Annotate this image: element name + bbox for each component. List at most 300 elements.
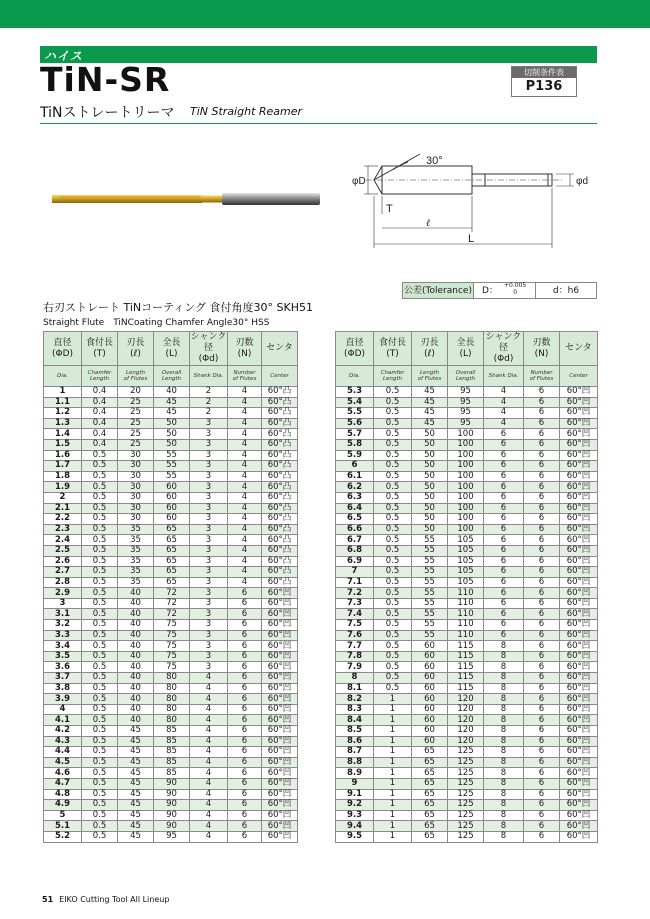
table-cell: 2.4 (44, 535, 82, 546)
table-row (44, 524, 298, 535)
description-en: Straight Flute TiNCoating Chamfer Angle30° HSS (43, 318, 270, 328)
table-cell: 55 (154, 450, 190, 461)
table-cell: 1 (374, 757, 412, 768)
table-cell: 6 (228, 662, 262, 673)
table-cell: 6 (484, 482, 524, 493)
table-row (44, 831, 298, 842)
table-cell: 6 (484, 598, 524, 609)
shank-label: φd (576, 176, 589, 187)
table-cell: 6 (228, 598, 262, 609)
table-cell: 6 (484, 609, 524, 620)
column-header: シャンク径 (Φd) (190, 332, 227, 364)
table-cell: 6.7 (336, 535, 374, 546)
table-cell: 60°凹 (560, 492, 598, 503)
table-cell: 4.7 (44, 778, 82, 789)
table-cell: 7 (336, 567, 374, 578)
table-cell: 6 (524, 683, 560, 694)
table-cell: 3 (190, 577, 228, 588)
table-row (44, 736, 298, 747)
table-cell: 60°凹 (560, 418, 598, 429)
reamer-shank (222, 193, 320, 205)
table-cell: 5.9 (336, 450, 374, 461)
table-row (44, 778, 298, 789)
table-cell: 6 (228, 800, 262, 811)
table-row (44, 471, 298, 482)
table-cell: 60°凹 (560, 694, 598, 705)
table-cell: 6 (524, 662, 560, 673)
table-cell: 4.5 (44, 757, 82, 768)
table-cell: 75 (154, 651, 190, 662)
table-row (336, 556, 598, 567)
table-row (336, 651, 598, 662)
overall-label: L (468, 233, 475, 245)
table-cell: 8 (484, 694, 524, 705)
table-cell: 125 (448, 768, 484, 779)
table-cell: 0.5 (82, 662, 118, 673)
table-cell: 60°凹 (262, 704, 298, 715)
table-cell: 0.5 (374, 524, 412, 535)
table-cell: 8 (484, 704, 524, 715)
table-cell: 6 (524, 408, 560, 419)
table-cell: 60°凹 (560, 450, 598, 461)
description-jp: 右刃ストレート TiNコーティング 食付角度30° SKH51 (43, 301, 314, 314)
table-cell: 1 (374, 789, 412, 800)
table-cell: 6 (228, 609, 262, 620)
table-row (336, 726, 598, 737)
table-cell: 0.5 (374, 418, 412, 429)
table-cell: 3 (190, 439, 228, 450)
table-cell: 0.5 (374, 545, 412, 556)
table-row (44, 439, 298, 450)
table-cell: 6.2 (336, 482, 374, 493)
table-cell: 3.5 (44, 651, 82, 662)
table-cell: 55 (412, 567, 448, 578)
table-cell: 0.5 (374, 683, 412, 694)
table-cell: 4 (228, 387, 262, 398)
table-cell: 3 (190, 524, 228, 535)
tolerance-d-big-values (504, 282, 526, 296)
table-cell: 0.5 (82, 609, 118, 620)
table-cell: 0.5 (374, 641, 412, 652)
table-row (44, 630, 298, 641)
table-cell: 0.4 (82, 387, 118, 398)
table-cell: 0.5 (82, 810, 118, 821)
column-header-en: Length of Flutes (412, 366, 448, 387)
table-cell: 0.5 (82, 715, 118, 726)
table-row (44, 450, 298, 461)
table-cell: 125 (448, 789, 484, 800)
table-cell: 0.5 (374, 598, 412, 609)
table-cell: 60 (412, 726, 448, 737)
table-row (336, 673, 598, 684)
table-row (336, 514, 598, 525)
table-cell: 0.5 (82, 831, 118, 842)
table-row (336, 736, 598, 747)
table-cell: 40 (118, 588, 154, 599)
table-cell: 60°凹 (560, 471, 598, 482)
table-cell: 7.8 (336, 651, 374, 662)
table-cell: 60°凹 (262, 789, 298, 800)
table-cell: 8 (484, 726, 524, 737)
table-cell: 1.9 (44, 482, 82, 493)
table-cell: 50 (412, 514, 448, 525)
table-cell: 9 (336, 778, 374, 789)
table-cell: 60 (412, 673, 448, 684)
table-cell: 110 (448, 630, 484, 641)
table-cell: 0.5 (374, 450, 412, 461)
table-cell: 45 (118, 768, 154, 779)
table-cell: 45 (118, 778, 154, 789)
table-cell: 100 (448, 524, 484, 535)
table-cell: 6 (524, 503, 560, 514)
table-row (44, 482, 298, 493)
table-cell: 60°凸 (262, 503, 298, 514)
table-cell: 125 (448, 831, 484, 842)
column-header-en: Dia. (336, 366, 374, 387)
table-row (44, 461, 298, 472)
table-cell: 6 (228, 768, 262, 779)
table-cell: 8 (484, 757, 524, 768)
table-cell: 40 (154, 387, 190, 398)
table-cell: 110 (448, 620, 484, 631)
table-cell: 0.5 (82, 789, 118, 800)
table-cell: 40 (118, 715, 154, 726)
table-cell: 2.5 (44, 545, 82, 556)
table-cell: 60°凹 (262, 736, 298, 747)
table-cell: 3.2 (44, 620, 82, 631)
table-row (44, 800, 298, 811)
column-header-en: Dia. (44, 366, 82, 387)
column-header: センタ (262, 332, 298, 366)
table-cell: 8.5 (336, 726, 374, 737)
table-cell: 0.5 (82, 556, 118, 567)
table-row (44, 704, 298, 715)
table-cell: 65 (154, 567, 190, 578)
table-cell: 6 (484, 545, 524, 556)
table-cell: 5.6 (336, 418, 374, 429)
table-cell: 3.9 (44, 694, 82, 705)
table-cell: 100 (448, 439, 484, 450)
table-cell: 0.5 (374, 503, 412, 514)
table-row (336, 800, 598, 811)
table-cell: 6 (484, 535, 524, 546)
table-cell: 3 (190, 418, 228, 429)
table-cell: 0.5 (82, 768, 118, 779)
table-cell: 50 (412, 450, 448, 461)
table-cell: 45 (118, 726, 154, 737)
chamfer-label: T (386, 203, 393, 215)
table-row (336, 683, 598, 694)
table-cell: 0.5 (374, 461, 412, 472)
table-cell: 60°凹 (560, 726, 598, 737)
table-row (336, 630, 598, 641)
table-cell: 60°凹 (560, 747, 598, 758)
table-cell: 75 (154, 662, 190, 673)
table-cell: 0.5 (82, 778, 118, 789)
table-cell: 75 (154, 641, 190, 652)
table-cell: 40 (118, 694, 154, 705)
table-row (44, 408, 298, 419)
table-cell: 8 (484, 810, 524, 821)
table-cell: 72 (154, 588, 190, 599)
table-cell: 2 (44, 492, 82, 503)
table-cell: 60°凹 (262, 821, 298, 832)
table-cell: 4 (190, 694, 228, 705)
table-cell: 60°凹 (560, 810, 598, 821)
table-cell: 6 (524, 588, 560, 599)
table-cell: 60°凹 (560, 387, 598, 398)
table-cell: 8 (484, 641, 524, 652)
column-header: 刃数 (N) (228, 332, 262, 366)
table-cell: 3 (190, 461, 228, 472)
table-cell: 7.4 (336, 609, 374, 620)
table-cell: 6 (524, 789, 560, 800)
table-cell: 40 (118, 662, 154, 673)
table-cell: 0.4 (82, 397, 118, 408)
table-cell: 50 (154, 439, 190, 450)
table-cell: 4 (190, 715, 228, 726)
table-cell: 6 (484, 450, 524, 461)
table-cell: 5.8 (336, 439, 374, 450)
table-cell: 60°凹 (262, 726, 298, 737)
table-cell: 60°凸 (262, 492, 298, 503)
table-cell: 60°凹 (262, 757, 298, 768)
table-row (336, 747, 598, 758)
table-cell: 4 (44, 704, 82, 715)
table-cell: 3 (190, 620, 228, 631)
table-cell: 125 (448, 810, 484, 821)
table-cell: 8.4 (336, 715, 374, 726)
table-row (336, 768, 598, 779)
table-cell: 7.3 (336, 598, 374, 609)
table-cell: 30 (118, 471, 154, 482)
table-row (44, 651, 298, 662)
table-cell: 40 (118, 641, 154, 652)
table-cell: 60 (412, 704, 448, 715)
table-cell: 4 (228, 524, 262, 535)
table-cell: 6 (228, 588, 262, 599)
table-row (44, 683, 298, 694)
table-cell: 60°凹 (560, 598, 598, 609)
table-cell: 0.5 (82, 567, 118, 578)
table-cell: 1 (374, 736, 412, 747)
table-cell: 60°凹 (262, 620, 298, 631)
table-cell: 60°凹 (560, 673, 598, 684)
table-cell: 6 (228, 789, 262, 800)
table-cell: 6 (484, 556, 524, 567)
table-cell: 50 (154, 418, 190, 429)
table-cell: 3 (190, 651, 228, 662)
table-row (44, 535, 298, 546)
table-cell: 0.5 (82, 535, 118, 546)
table-cell: 65 (412, 800, 448, 811)
table-cell: 60°凹 (560, 514, 598, 525)
table-cell: 6 (524, 524, 560, 535)
table-row (336, 387, 598, 398)
table-cell: 8.7 (336, 747, 374, 758)
table-row (336, 524, 598, 535)
table-row (336, 831, 598, 842)
table-cell: 6 (524, 567, 560, 578)
table-cell: 40 (118, 673, 154, 684)
table-cell: 6 (228, 726, 262, 737)
table-cell: 4 (228, 439, 262, 450)
table-row (336, 810, 598, 821)
table-cell: 0.5 (374, 492, 412, 503)
table-cell: 4 (190, 736, 228, 747)
table-cell: 60 (412, 641, 448, 652)
table-cell: 6 (524, 715, 560, 726)
table-cell: 4 (190, 673, 228, 684)
table-cell: 0.5 (374, 630, 412, 641)
table-cell: 35 (118, 524, 154, 535)
table-cell: 6.3 (336, 492, 374, 503)
table-cell: 75 (154, 620, 190, 631)
table-cell: 0.5 (374, 673, 412, 684)
table-cell: 4 (484, 397, 524, 408)
table-cell: 125 (448, 821, 484, 832)
table-row (44, 545, 298, 556)
table-cell: 65 (412, 789, 448, 800)
column-header: 直径 (ΦD) (336, 332, 374, 366)
table-row (336, 588, 598, 599)
table-cell: 4 (190, 789, 228, 800)
table-row (44, 503, 298, 514)
table-cell: 4 (228, 418, 262, 429)
table-cell: 6.9 (336, 556, 374, 567)
cutting-condition-label: 切削条件表 (512, 67, 576, 78)
cutting-condition-box[interactable] (511, 66, 577, 97)
table-cell: 3.4 (44, 641, 82, 652)
table-cell: 8 (484, 778, 524, 789)
table-cell: 60°凹 (262, 683, 298, 694)
flute-label: ℓ (426, 218, 431, 229)
table-row (44, 598, 298, 609)
table-row (44, 418, 298, 429)
table-cell: 0.5 (82, 471, 118, 482)
table-cell: 6 (524, 397, 560, 408)
table-cell: 0.5 (82, 673, 118, 684)
table-cell: 55 (412, 598, 448, 609)
table-cell: 45 (118, 800, 154, 811)
table-cell: 6 (336, 461, 374, 472)
table-cell: 6 (524, 482, 560, 493)
table-row (336, 429, 598, 440)
table-cell: 60°凸 (262, 567, 298, 578)
table-cell: 60 (412, 683, 448, 694)
table-cell: 0.5 (374, 482, 412, 493)
table-cell: 8 (484, 789, 524, 800)
column-header: 全長 (L) (154, 332, 190, 366)
table-cell: 6 (524, 747, 560, 758)
footer (42, 895, 169, 904)
table-row (44, 757, 298, 768)
table-cell: 2 (190, 387, 228, 398)
table-cell: 1 (374, 821, 412, 832)
table-cell: 45 (118, 831, 154, 842)
column-header-en: Shank Dia. (190, 366, 228, 387)
column-header: シャンク径 (Φd) (484, 332, 524, 366)
table-cell: 1.3 (44, 418, 82, 429)
table-cell: 1 (374, 831, 412, 842)
table-cell: 6 (524, 673, 560, 684)
table-cell: 0.5 (374, 651, 412, 662)
table-cell: 4 (228, 556, 262, 567)
table-cell: 0.5 (82, 545, 118, 556)
table-cell: 60°凹 (560, 683, 598, 694)
table-cell: 4.8 (44, 789, 82, 800)
table-cell: 0.5 (82, 492, 118, 503)
table-cell: 85 (154, 768, 190, 779)
table-row (336, 408, 598, 419)
table-cell: 45 (154, 408, 190, 419)
table-cell: 6.4 (336, 503, 374, 514)
table-row (336, 704, 598, 715)
table-cell: 6 (228, 704, 262, 715)
table-row (336, 535, 598, 546)
table-cell: 6 (524, 694, 560, 705)
table-cell: 100 (448, 514, 484, 525)
table-cell: 90 (154, 800, 190, 811)
tolerance-lower: 0 (513, 289, 518, 296)
table-cell: 6 (228, 757, 262, 768)
table-cell: 0.5 (82, 577, 118, 588)
table-cell: 30 (118, 482, 154, 493)
table-cell: 6 (524, 620, 560, 631)
table-cell: 60°凹 (262, 630, 298, 641)
table-cell: 4 (228, 514, 262, 525)
table-cell: 40 (118, 651, 154, 662)
table-cell: 3 (190, 662, 228, 673)
table-cell: 3 (190, 545, 228, 556)
table-cell: 5.4 (336, 397, 374, 408)
table-cell: 125 (448, 757, 484, 768)
table-cell: 60°凹 (560, 757, 598, 768)
table-cell: 60°凹 (560, 439, 598, 450)
table-row (336, 789, 598, 800)
column-header-en: Center (560, 366, 598, 387)
table-cell: 60°凸 (262, 545, 298, 556)
table-cell: 60°凹 (560, 778, 598, 789)
table-cell: 4 (190, 810, 228, 821)
cutting-condition-page: P136 (525, 79, 563, 94)
table-cell: 1.4 (44, 429, 82, 440)
tolerance-box (402, 282, 597, 299)
table-cell: 6 (524, 492, 560, 503)
table-cell: 60 (154, 503, 190, 514)
table-cell: 100 (448, 471, 484, 482)
table-cell: 0.5 (82, 726, 118, 737)
table-cell: 6.6 (336, 524, 374, 535)
table-cell: 35 (118, 535, 154, 546)
table-cell: 65 (412, 831, 448, 842)
table-cell: 60°凹 (560, 641, 598, 652)
table-cell: 35 (118, 556, 154, 567)
table-cell: 110 (448, 609, 484, 620)
table-cell: 35 (118, 567, 154, 578)
table-cell: 3 (190, 492, 228, 503)
table-cell: 115 (448, 683, 484, 694)
column-header-en: Center (262, 366, 298, 387)
table-cell: 6 (484, 503, 524, 514)
table-cell: 2.9 (44, 588, 82, 599)
table-cell: 3 (190, 641, 228, 652)
table-cell: 80 (154, 683, 190, 694)
table-cell: 65 (154, 556, 190, 567)
table-cell: 40 (118, 630, 154, 641)
table-row (336, 503, 598, 514)
table-cell: 4.9 (44, 800, 82, 811)
